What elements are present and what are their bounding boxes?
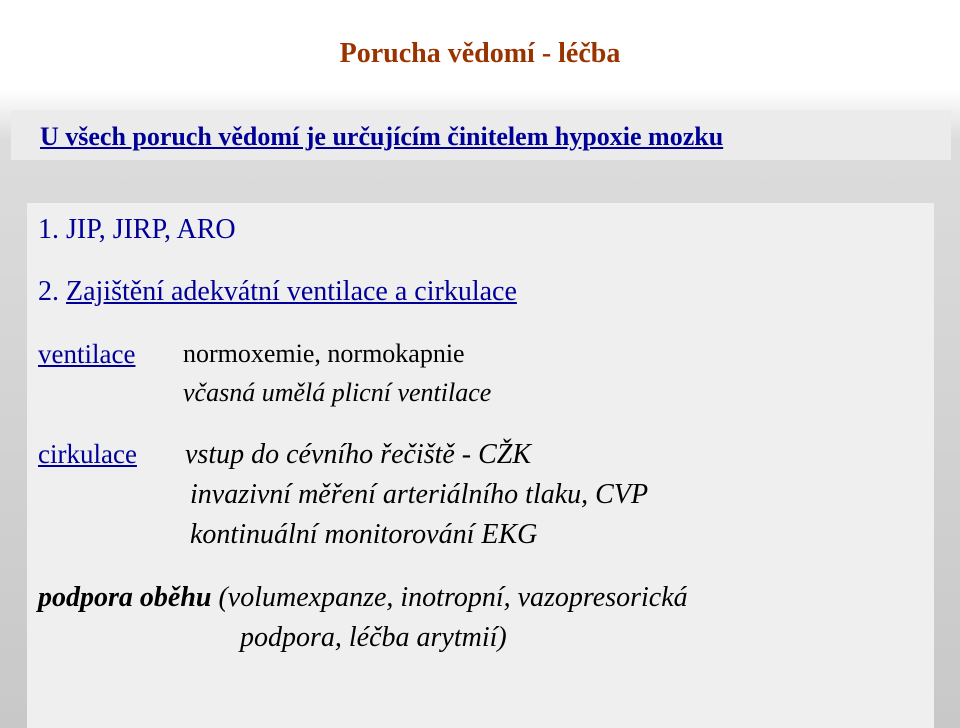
podpora-label: podpora oběhu <box>38 582 212 613</box>
list-item-1: 1. JIP, JIRP, ARO <box>38 214 236 245</box>
cirkulace-line-1: vstup do cévního řečiště - CŽK <box>185 439 532 470</box>
ventilace-label: ventilace <box>38 339 136 369</box>
cirkulace-line-3: kontinuální monitorování EKG <box>190 519 538 550</box>
list-item-2-number: 2. <box>38 276 59 307</box>
ventilace-line-2: včasná umělá plicní ventilace <box>183 378 492 407</box>
list-item-2 <box>38 276 517 308</box>
podpora-line-1 <box>38 582 688 614</box>
podpora-line-2: podpora, léčba arytmií) <box>240 622 507 653</box>
list-item-2-text: Zajištění adekvátní ventilace a cirkulace <box>66 276 517 307</box>
cirkulace-label: cirkulace <box>38 439 137 469</box>
cirkulace-line-2: invazivní měření arteriálního tlaku, CVP <box>190 479 649 510</box>
subtitle: U všech poruch vědomí je určujícím činitelem hypoxie mozku <box>40 122 724 151</box>
podpora-text-1: (volumexpanze, inotropní, vazopresorická <box>218 582 688 613</box>
slide-title: Porucha vědomí - léčba <box>339 38 621 69</box>
ventilace-line-1: normoxemie, normokapnie <box>183 339 465 368</box>
